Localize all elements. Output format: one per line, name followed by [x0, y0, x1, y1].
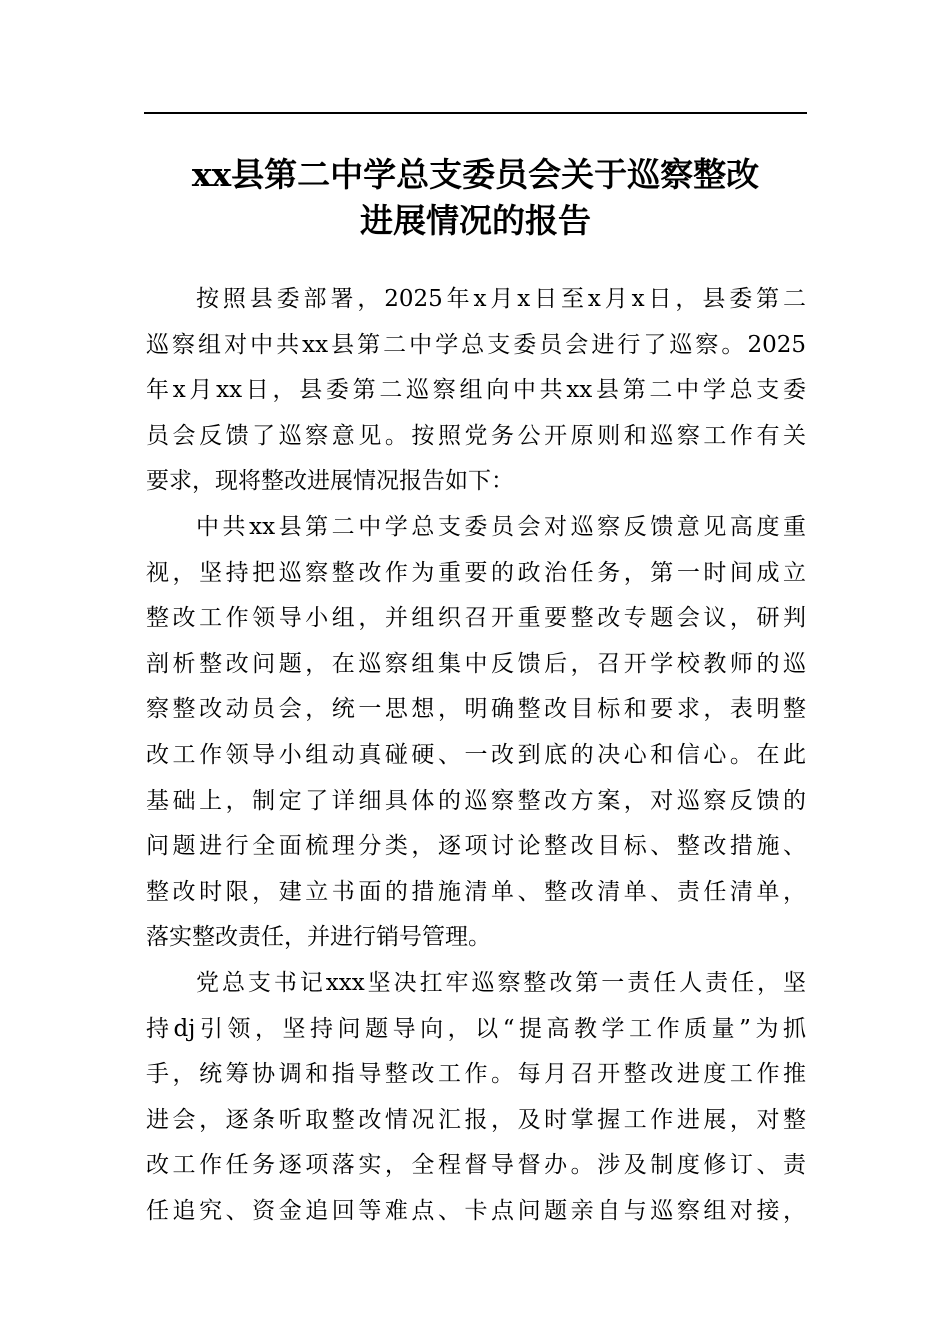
- paragraph-line: 落实整改责任，并进行销号管理。: [146, 924, 491, 951]
- paragraph-line: 党总支书记xxx坚决扛牢巡察整改第一责任人责任，坚: [196, 969, 806, 996]
- paragraph-line: 察整改动员会，统一思想，明确整改目标和要求，表明整: [146, 696, 806, 723]
- paragraph-line: 进会，逐条听取整改情况汇报，及时掌握工作进展，对整: [146, 1106, 806, 1133]
- paragraph-line: 要求，现将整改进展情况报告如下：: [146, 468, 514, 495]
- paragraph-1: [146, 277, 806, 505]
- document-title: [144, 152, 807, 244]
- paragraph-line: 改工作任务逐项落实，全程督导督办。涉及制度修订、责: [146, 1152, 806, 1179]
- paragraph-line: 整改工作领导小组，并组织召开重要整改专题会议，研判: [146, 605, 806, 632]
- paragraph-line: 任追究、资金追回等难点、卡点问题亲自与巡察组对接，: [146, 1197, 806, 1224]
- paragraph-line: 剖析整改问题，在巡察组集中反馈后，召开学校教师的巡: [146, 650, 806, 677]
- paragraph-line: 整改时限，建立书面的措施清单、整改清单、责任清单，: [146, 878, 806, 905]
- title-line: xx县第二中学总支委员会关于巡察整改: [191, 155, 760, 194]
- paragraph-line: 改工作领导小组动真碰硬、一改到底的决心和信心。在此: [146, 741, 806, 768]
- paragraph-line: 持dj引领，坚持问题导向，以“提高教学工作质量”为抓: [146, 1015, 806, 1042]
- paragraph-line: 基础上，制定了详细具体的巡察整改方案，对巡察反馈的: [146, 787, 806, 814]
- paragraph-line: 员会反馈了巡察意见。按照党务公开原则和巡察工作有关: [146, 422, 806, 449]
- paragraph-2: [146, 505, 806, 961]
- paragraph-line: 中共xx县第二中学总支委员会对巡察反馈意见高度重: [196, 513, 806, 540]
- paragraph-line: 巡察组对中共xx县第二中学总支委员会进行了巡察。2025: [146, 331, 806, 358]
- title-line: 进展情况的报告: [360, 201, 591, 240]
- paragraph-line: 问题进行全面梳理分类，逐项讨论整改目标、整改措施、: [146, 833, 806, 860]
- paragraph-3: [146, 961, 806, 1235]
- paragraph-line: 按照县委部署，2025年x月x日至x月x日，县委第二: [196, 286, 806, 312]
- header-rule: [144, 112, 807, 114]
- paragraph-line: 手，统筹协调和指导整改工作。每月召开整改进度工作推: [146, 1061, 806, 1088]
- paragraph-line: 视，坚持把巡察整改作为重要的政治任务，第一时间成立: [146, 559, 806, 586]
- paragraph-line: 年x月xx日，县委第二巡察组向中共xx县第二中学总支委: [146, 377, 806, 404]
- document-body: [146, 277, 806, 1234]
